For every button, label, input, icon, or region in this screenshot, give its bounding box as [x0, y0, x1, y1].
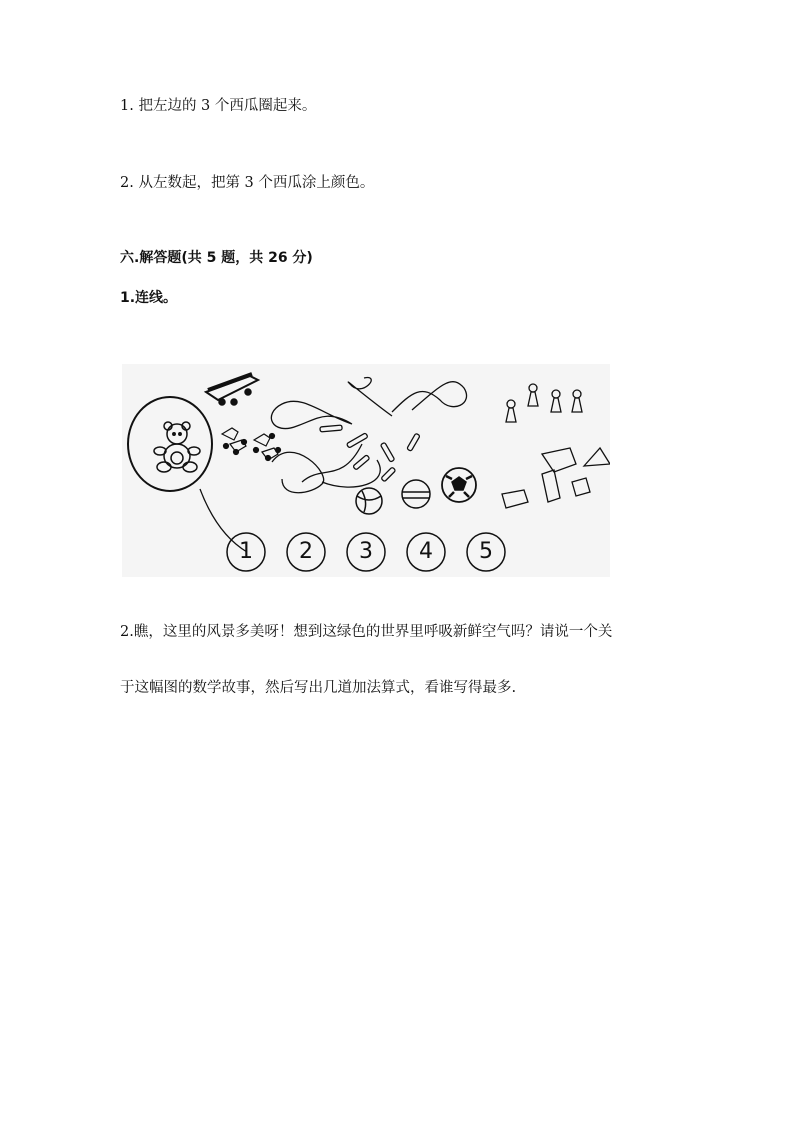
number-circle-1: 1 — [239, 539, 253, 564]
question-2 — [120, 173, 374, 193]
number-circle-2: 2 — [299, 539, 313, 564]
number-circle-4: 4 — [419, 539, 433, 564]
number-circle-5: 5 — [479, 539, 493, 564]
teddy-bear-icon — [128, 397, 212, 491]
problem-1-title: 1.连线。 — [120, 290, 178, 306]
ball-icon — [356, 480, 430, 514]
question-2-text: 从左数起，把第 3 个西瓜涂上颜色。 — [138, 175, 375, 191]
matching-figure — [122, 364, 610, 577]
section-heading: 六.解答题(共 5 题，共 26 分) — [120, 250, 313, 266]
problem-2-line-1: 2.瞧，这里的风景多美呀！想到这绿色的世界里呼吸新鲜空气吗？请说一个关 — [120, 624, 613, 640]
chess-piece-icon — [506, 384, 582, 422]
question-1-number: 1. — [120, 98, 134, 114]
roller-skates-icon — [222, 428, 281, 461]
soccer-ball-icon — [442, 468, 476, 502]
problem-2-line-2: 于这幅图的数学故事，然后写出几道加法算式，看谁写得最多. — [120, 680, 517, 696]
number-circle-3: 3 — [359, 539, 373, 564]
question-1-text: 把左边的 3 个西瓜圈起来。 — [138, 98, 317, 114]
jump-rope-icon — [271, 378, 466, 493]
question-2-number: 2. — [120, 175, 134, 191]
skateboard-icon — [206, 374, 258, 405]
building-block-icon — [502, 448, 610, 508]
question-1 — [120, 96, 316, 116]
